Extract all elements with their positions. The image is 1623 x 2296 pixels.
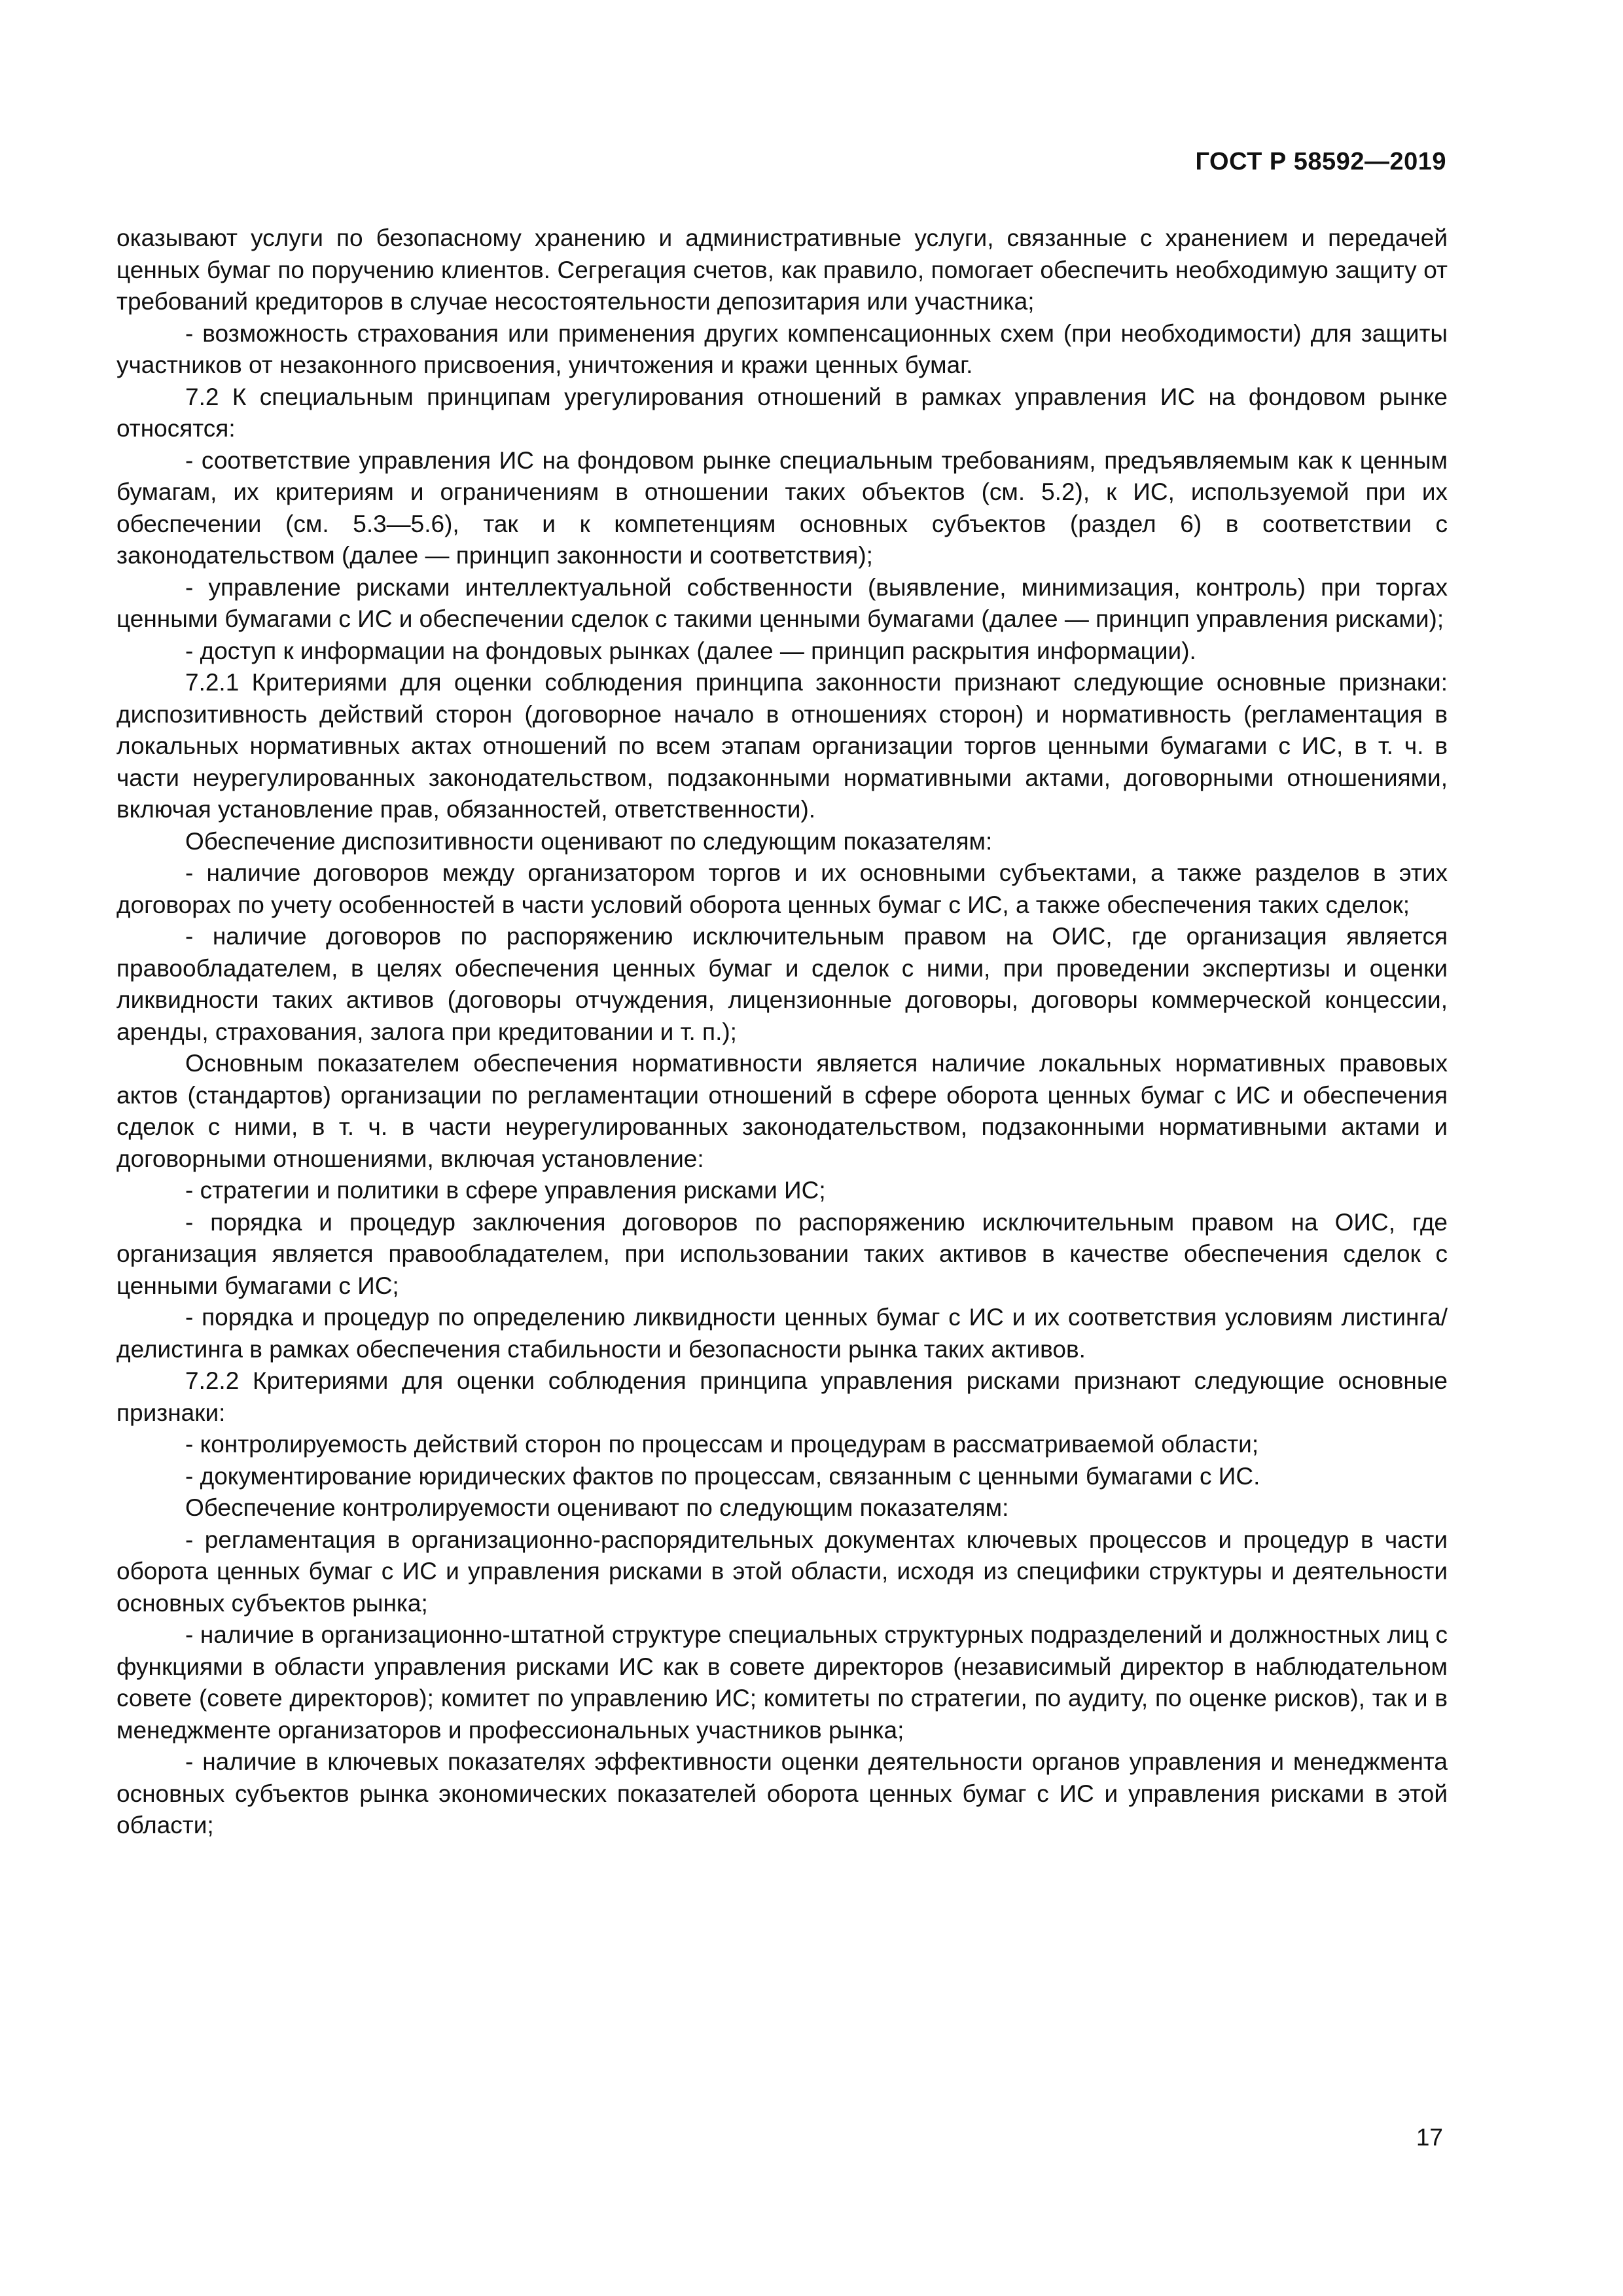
- paragraph: - наличие в организационно-штатной структуре специальных структурных подразделений и должностных лиц с функциями в области управления рисками ИС как в совете директоров (независимый директор в наблюдательном совете (совете директоров); комитет по управлению ИС; комитеты по стратегии, по аудиту, по оценке рисков), так и в менеджменте организаторов и профессиональных участников рынка;: [116, 1621, 1448, 1744]
- paragraph: - наличие договоров между организатором торгов и их основными субъектами, а также разделов в этих договорах по учету особенностей в части условий оборота ценных бумаг с ИС, а также обеспечения таких сделок;: [116, 859, 1448, 918]
- paragraph: - соответствие управления ИС на фондовом рынке специальным требованиям, предъявляемым как к ценным бумагам, их критериям и ограничениям в отношении таких объектов (см. 5.2), к ИС, используемой при их обеспечении (см. 5.3—5.6), так и к компетенциям основных субъектов (раздел 6) в соответствии с законодательством (далее — принцип законности и соответствия);: [116, 446, 1448, 569]
- paragraph: Основным показателем обеспечения нормативности является наличие локальных нормативных правовых актов (стандартов) организации по регламентации отношений в сфере оборота ценных бумаг с ИС и обеспечения сделок с ними, в т. ч. в части неурегулированных законодательством, подзаконными нормативными актами и договорными отношениями, включая установление:: [116, 1050, 1448, 1172]
- paragraph: 7.2.1 Критериями для оценки соблюдения принципа законности признают следующие основные признаки: диспозитивность действий сторон (договорное начало в отношениях сторон) и нормативность (регламентация в локальных нормативных актах отношений по всем этапам организации торгов ценными бумагами с ИС, в т. ч. в части неурегулированных законодательством, подзаконными нормативными актами, договорными отношениями, включая установление прав, обязанностей, ответственности).: [116, 669, 1448, 823]
- paragraph: - наличие договоров по распоряжению исключительным правом на ОИС, где организация является правообладателем, в целях обеспечения ценных бумаг и сделок с ними, при проведении экспертизы и оценки ликвидности таких активов (договоры отчуждения, лицензионные договоры, договоры коммерческой концессии, аренды, страхования, залога при кредитовании и т. п.);: [116, 923, 1448, 1045]
- paragraph: Обеспечение контролируемости оценивают по следующим показателям:: [185, 1494, 1009, 1521]
- page-number: 17: [1416, 2124, 1443, 2151]
- paragraph: - доступ к информации на фондовых рынках (далее — принцип раскрытия информации).: [185, 637, 1196, 664]
- paragraph: - контролируемость действий сторон по процессам и процедурам в рассматриваемой области;: [185, 1431, 1259, 1458]
- document-body: [116, 223, 1448, 1842]
- paragraph: - возможность страхования или применения других компенсационных схем (при необходимости) для защиты участников от незаконного присвоения, уничтожения и кражи ценных бумаг.: [116, 319, 1448, 378]
- paragraph: - документирование юридических фактов по процессам, связанным с ценными бумагами с ИС.: [185, 1462, 1260, 1490]
- paragraph: 7.2 К специальным принципам урегулирования отношений в рамках управления ИС на фондовом рынке относятся:: [116, 383, 1448, 442]
- paragraph: 7.2.2 Критериями для оценки соблюдения принципа управления рисками признают следующие основные признаки:: [116, 1367, 1448, 1426]
- document-header: ГОСТ Р 58592—2019: [1195, 148, 1446, 175]
- paragraph: - наличие в ключевых показателях эффективности оценки деятельности органов управления и менеджмента основных субъектов рынка экономических показателей оборота ценных бумаг с ИС и управления рисками в этой области;: [116, 1748, 1448, 1839]
- paragraph: - порядка и процедур заключения договоров по распоряжению исключительным правом на ОИС, где организация является правообладателем, при использовании таких активов в качестве обеспечения сделок с ценными бумагами с ИС;: [116, 1208, 1448, 1299]
- paragraph: - регламентация в организационно-распорядительных документах ключевых процессов и процедур в части оборота ценных бумаг с ИС и управления рисками в этой области, исходя из специфики структуры и деятельности основных субъектов рынка;: [116, 1526, 1448, 1617]
- paragraph: Обеспечение диспозитивности оценивают по следующим показателям:: [185, 827, 993, 855]
- paragraph: оказывают услуги по безопасному хранению и административные услуги, связанные с хранением и передачей ценных бумаг по поручению клиентов. Сегрегация счетов, как правило, помогает обеспечить необходимую защиту от требований кредиторов в случае несостоятельности депозитария или участника;: [116, 224, 1448, 315]
- paragraph: - порядка и процедур по определению ликвидности ценных бумаг с ИС и их соответствия условиям листинга/делистинга в рамках обеспечения стабильности и безопасности рынка таких активов.: [116, 1304, 1448, 1363]
- paragraph: - стратегии и политики в сфере управления рисками ИС;: [185, 1177, 826, 1204]
- paragraph: - управление рисками интеллектуальной собственности (выявление, минимизация, контроль) при торгах ценными бумагами с ИС и обеспечении сделок с такими ценными бумагами (далее — принцип управления рисками);: [116, 573, 1448, 632]
